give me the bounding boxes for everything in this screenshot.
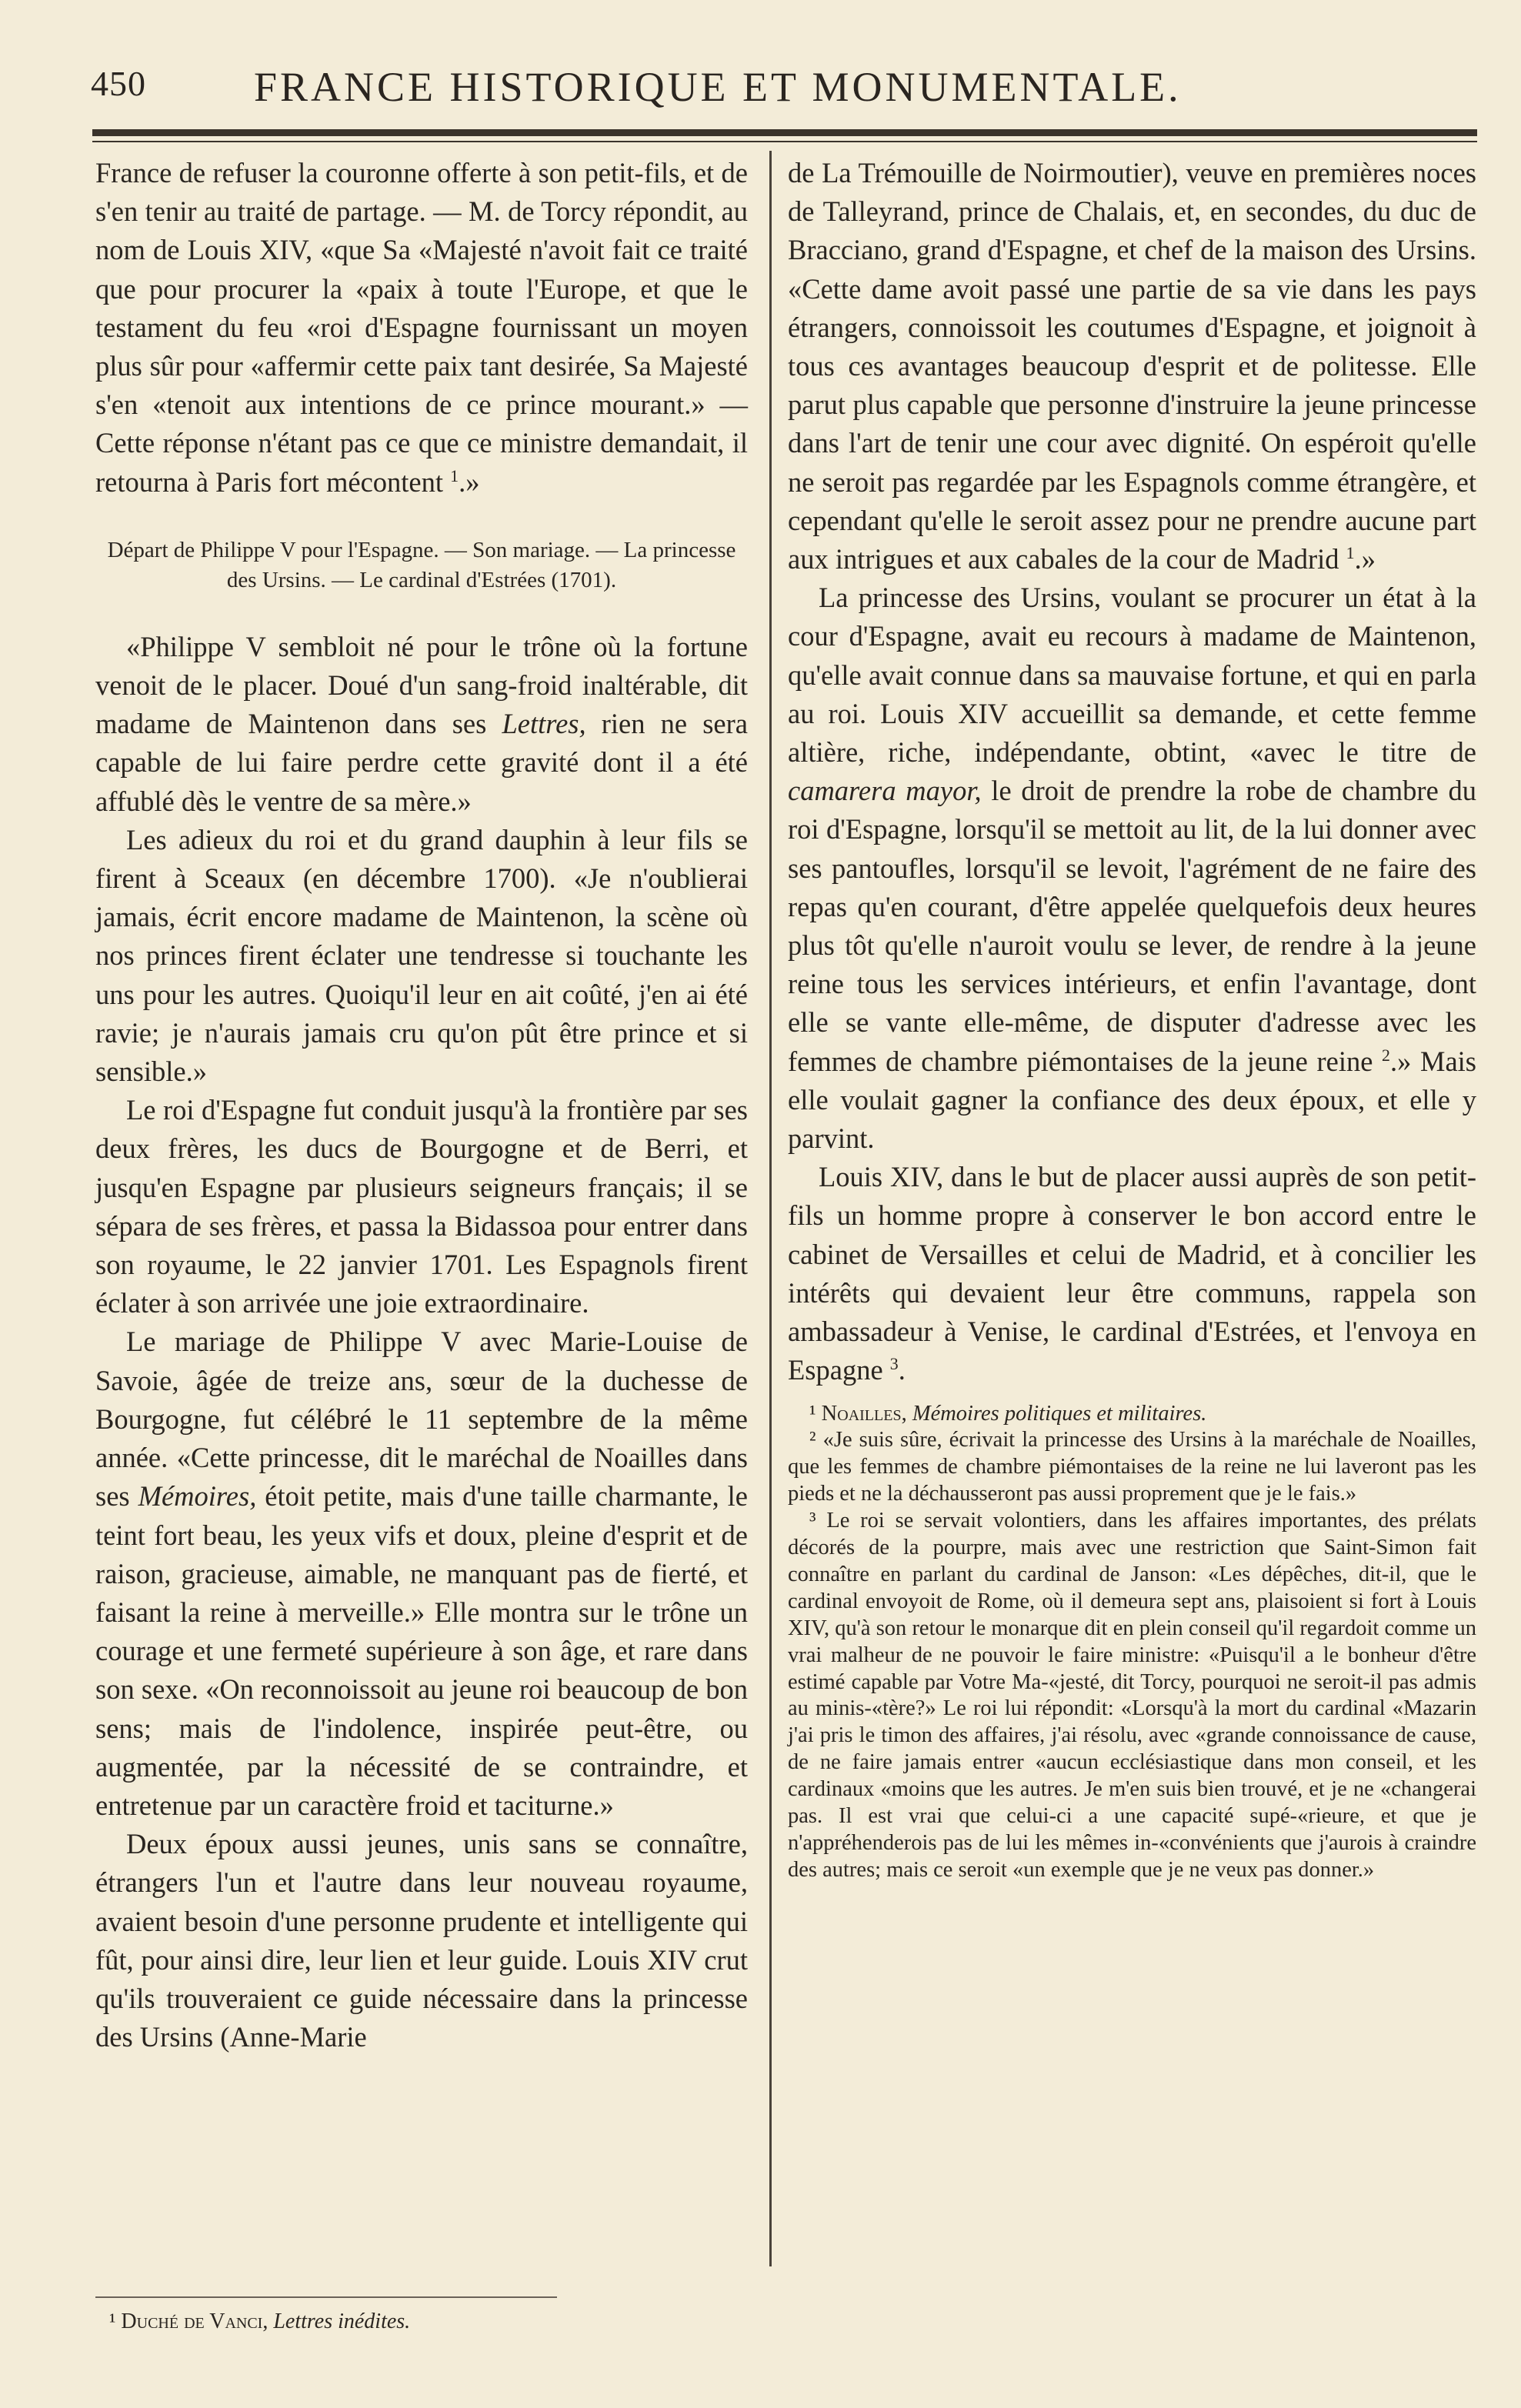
footnote-ref: 2 <box>1382 1045 1390 1065</box>
paragraph: La princesse des Ursins, voulant se procurer un état à la cour d'Espagne, avait eu recours à madame de Maintenon, qu'elle avait connue dans sa mauvaise fortune, et qui en parla au roi. Louis XIV accueillit sa demande, et cette femme altière, riche, indépendante, obtint, «avec le titre de camarera mayor, le droit de prendre la robe de chambre du roi d'Espagne, lorsqu'il se mettoit au lit, de la lui donner avec ses pantoufles, lorsqu'il se levoit, l'agrément de ne faire des repas qu'en courant, d'être appelée quelquefois deux heures plus tôt qu'elle n'auroit voulu se lever, de rendre à la jeune reine tous les services intérieurs, et enfin l'avantage, dont elle se vante elle-même, de disputer d'adresse avec les femmes de chambre piémontaises de la jeune reine $^2$.» Mais elle voulait gagner la confiance des deux époux, et elle y parvint. <box>788 582 1477 1155</box>
paragraph: Le mariage de Philippe V avec Marie-Louise de Savoie, âgée de treize ans, sœur de la duchesse de Bourgogne, fut célébré le 11 septembre de la même année. «Cette princesse, dit le maréchal de Noailles dans ses Mémoires, étoit petite, mais d'une taille charmante, le teint fort beau, les yeux vifs et doux, pleine d'esprit et de raison, gracieuse, aimable, ne manquant pas de fierté, et faisant la reine à merveille.» Elle montra sur le trône un courage et une fermeté supérieure à son âge, et rare dans son sexe. «On reconnoissoit au jeune roi beaucoup de bon sens; mais de l'indolence, inspirée peut-être, ou augmentée, par la nécessité de se contraindre, et entretenue par un caractère froid et taciturne.» <box>95 1326 748 1821</box>
section-subheading: Départ de Philippe V pour l'Espagne. — Son mariage. — La princesse des Ursins. — Le cardinal d'Estrées (1701). <box>107 537 736 592</box>
header-rule-thin <box>92 141 1477 142</box>
footnote: ² «Je suis sûre, écrivait la princesse des Ursins à la maréchale de Noailles, que les femmes de chambre piémontaises de la reine ne lui laveront pas les pieds et ne la déchausseront pas aussi proprement que je le fais.» <box>788 1428 1476 1506</box>
paragraph: France de refuser la couronne offerte à son petit-fils, et de s'en tenir au traité de partage. — M. de Torcy répondit, au nom de Louis XIV, «que Sa «Majesté n'avoit fait ce traité que pour procurer la «paix à toute l'Europe, et que le testament du feu «roi d'Espagne fournissant un moyen plus sûr pour «affermir cette paix tant desirée, Sa Majesté s'en «tenoit aux intentions de ce prince mourant.» — Cette réponse n'étant pas ce que ce ministre demandait, il retourna à Paris fort mécontent $^1$.» <box>95 157 748 498</box>
footnotes <box>788 1401 1476 1884</box>
right-column <box>788 154 1476 1884</box>
footnote: ¹ Duché de Vanci, Lettres inédites. <box>109 2310 411 2333</box>
footnote-ref: 1 <box>450 465 459 485</box>
paragraph: Les adieux du roi et du grand dauphin à leur fils se firent à Sceaux (en décembre 1700). «Je n'oublierai jamais, écrit encore madame de Maintenon, la scène où nos princes firent éclater une tendresse si touchante les uns pour les autres. Quoiqu'il leur en ait coûté, j'en ai été ravie; je n'aurais jamais cru qu'on pût être prince et si sensible.» <box>95 823 748 1088</box>
paragraph: Deux époux aussi jeunes, unis sans se connaître, étrangers l'un et l'autre dans leur nouveau royaume, avaient besoin d'une personne prudente et intelligente qui fût, pour ainsi dire, leur lien et leur guide. Louis XIV crut qu'ils trouveraient ce guide nécessaire dans la princesse des Ursins (Anne-Marie <box>95 1828 748 2053</box>
left-column <box>95 154 748 2056</box>
footnote-rule <box>95 2296 557 2298</box>
running-title: FRANCE HISTORIQUE ET MONUMENTALE. <box>254 64 1182 110</box>
footnote: ¹ Noailles, Mémoires politiques et militaires. <box>809 1401 1207 1426</box>
paragraph: Le roi d'Espagne fut conduit jusqu'à la frontière par ses deux frères, les ducs de Bourgogne et de Berri, et jusqu'en Espagne par plusieurs seigneurs français; il se sépara de ses frères, et passa la Bidassoa pour entrer dans son royaume, le 22 janvier 1701. Les Espagnols firent éclater à son arrivée une joie extraordinaire. <box>95 1094 748 1319</box>
footnote: ³ Le roi se servait volontiers, dans les affaires importantes, des prélats décorés de la pourpre, mais avec une restriction que Saint-Simon fait connaître en parlant du cardinal de Janson: «Les dépêches, dit-il, que le cardinal envoyoit de Rome, où il demeura sept ans, plaisoient si fort à Louis XIV, qu'à son retour le monarque dit en plein conseil qu'il regardoit comme un vrai malheur de ne pouvoir le faire ministre: «Puisqu'il a le bonheur d'être estimé capable par Votre Ma-«jesté, dit Torcy, pourquoi ne seroit-il pas admis au minis-«tère?» Le roi lui répondit: «Lorsqu'à la mort du cardinal «Mazarin j'ai pris le timon des affaires, j'ai résolu, avec «grande connoissance de cause, de ne faire jamais entrer «aucun ecclésiastique dans mon conseil, et les cardinaux «moins que les autres. Je m'en suis bien trouvé, et je ne «changerai pas. Il est vrai que celui-ci a une capacité supé-«rieure, et que je n'appréhenderois pas de lui les mêmes in-«convénients que j'aurois à craindre des autres; mais ce seroit «un exemple que je ne veux pas donner.» <box>788 1509 1476 1882</box>
paragraph: «Philippe V sembloit né pour le trône où la fortune venoit de le placer. Doué d'un sang-froid inaltérable, dit madame de Maintenon dans ses Lettres, rien ne sera capable de lui faire perdre cette gravité dont il a été affublé dès le ventre de sa mère.» <box>95 630 748 817</box>
header-rule <box>92 129 1477 136</box>
page-number: 450 <box>91 64 146 103</box>
paragraph: Louis XIV, dans le but de placer aussi auprès de son petit-fils un homme propre à conserver le bon accord entre le cabinet de Versailles et celui de Madrid, et à concilier les intérêts qui devaient leur être communs, rappela son ambassadeur à Venise, le cardinal d'Estrées, et l'envoya en Espagne $^3$. <box>788 1161 1476 1386</box>
footnote-ref: 1 <box>1346 542 1355 562</box>
column-divider <box>769 151 772 2266</box>
footnote-ref: 3 <box>889 1354 899 1374</box>
paragraph: de La Trémouille de Noirmoutier), veuve en premières noces de Talleyrand, prince de Chalais, et, en secondes, du duc de Bracciano, grand d'Espagne, et chef de la maison des Ursins. «Cette dame avoit passé une partie de sa vie dans les pays étrangers, connoissoit les coutumes d'Espagne, et joignoit à tous ces avantages beaucoup d'esprit et de politesse. Elle parut plus capable que personne d'instruire la jeune princesse dans l'art de tenir une cour avec dignité. On espéroit qu'elle ne seroit pas regardée par les Espagnols comme étrangère, et cependant qu'elle le seroit assez pour ne prendre aucune part aux intrigues et aux cabales de la cour de Madrid $^1$.» <box>788 157 1476 575</box>
